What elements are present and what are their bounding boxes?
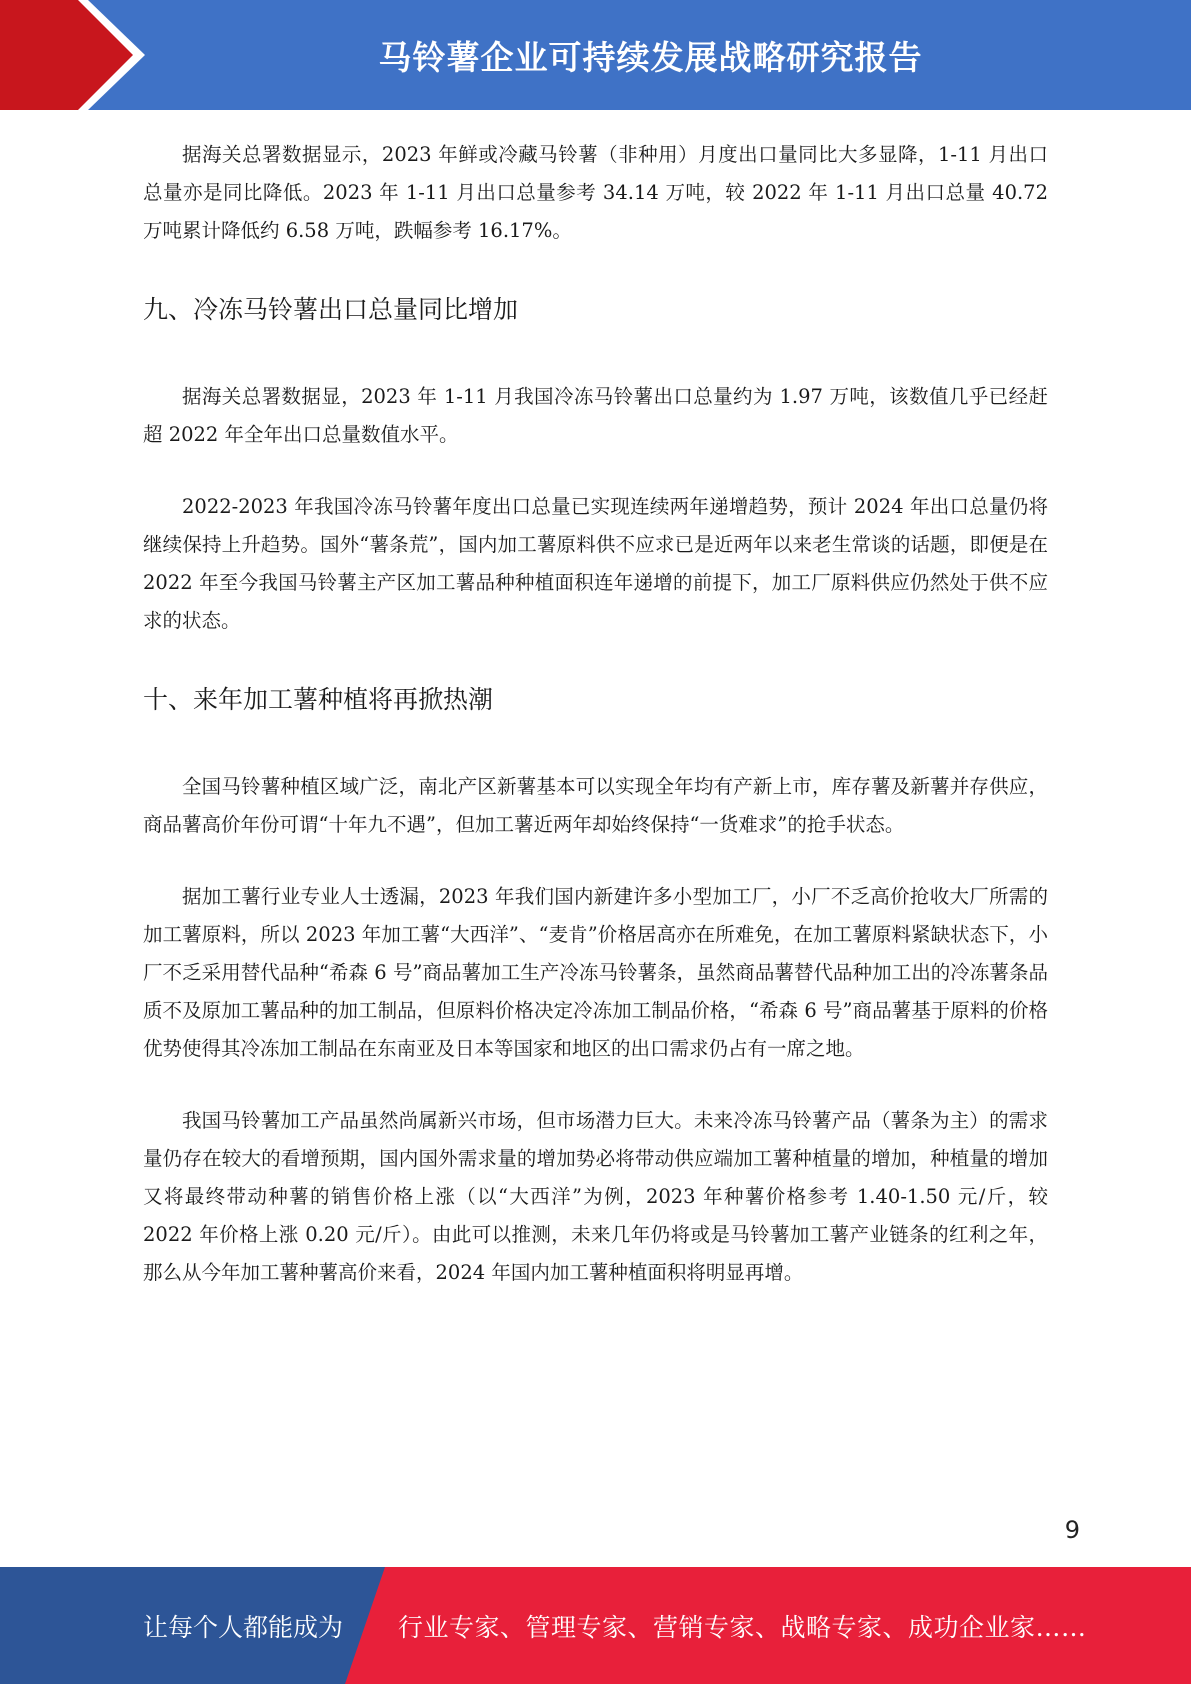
footer-banner bbox=[0, 1567, 1191, 1684]
section-heading-9: 九、冷冻马铃薯出口总量同比增加 bbox=[143, 295, 519, 324]
paragraph-frozen-export-total: 据海关总署数据显，2023 年 1-11 月我国冷冻马铃薯出口总量约为 1.97 万吨，该数值几乎已经赶超 2022 年全年出口总量数值水平。 bbox=[143, 385, 1048, 446]
paragraph-planting-regions: 全国马铃薯种植区域广泛，南北产区新薯基本可以实现全年均有产新上市，库存薯及新薯并存供应，商品薯高价年份可谓“十年九不遇”，但加工薯近两年却始终保持“一货难求”的抢手状态。 bbox=[143, 775, 1048, 836]
section-heading-10: 十、来年加工薯种植将再掀热潮 bbox=[143, 685, 494, 714]
document-body bbox=[143, 136, 1048, 1292]
footer-slogan-left: 让每个人都能成为 bbox=[143, 1612, 344, 1642]
paragraph-processing-plants: 据加工薯行业专业人士透漏，2023 年我们国内新建许多小型加工厂，小厂不乏高价抢收大厂所需的加工薯原料，所以 2023 年加工薯“大西洋”、“麦肯”价格居高亦在所难免，在加工薯原料紧缺状态下，小厂不乏采用替代品种“希森 6 号”商品薯加工生产冷冻马铃薯条，虽然商品薯替代品种加工出的冷冻薯条品质不及原加工薯品种的加工制品，但原料价格决定冷冻加工制品价格，“希森 6 号”商品薯基于原料的价格优势使得其冷冻加工制品在东南亚及日本等国家和地区的出口需求仍占有一席之地。 bbox=[143, 885, 1048, 1060]
header-red-arrow-shape bbox=[0, 0, 150, 110]
page-number: 9 bbox=[1064, 1516, 1080, 1544]
paragraph-frozen-export-trend: 2022-2023 年我国冷冻马铃薯年度出口总量已实现连续两年递增趋势，预计 2024 年出口总量仍将继续保持上升趋势。国外“薯条荒”，国内加工薯原料供不应求已是近两年以来老生常谈的话题，即便是在 2022 年至今我国马铃薯主产区加工薯品种种植面积连年递增的前提下，加工厂原料供应仍然处于供不应求的状态。 bbox=[143, 495, 1048, 632]
paragraph-fresh-potato-export: 据海关总署数据显示，2023 年鲜或冷藏马铃薯（非种用）月度出口量同比大多显降，1-11 月出口总量亦是同比降低。2023 年 1-11 月出口总量参考 34.14 万吨，较 2022 年 1-11 月出口总量 40.72 万吨累计降低约 6.58 万吨，跌幅参考 16.17%。 bbox=[143, 143, 1048, 242]
report-title: 马铃薯企业可持续发展战略研究报告 bbox=[378, 37, 923, 77]
paragraph-market-outlook: 我国马铃薯加工产品虽然尚属新兴市场，但市场潜力巨大。未来冷冻马铃薯产品（薯条为主）的需求量仍存在较大的看增预期，国内国外需求量的增加势必将带动供应端加工薯种植量的增加，种植量的增加又将最终带动种薯的销售价格上涨（以“大西洋”为例，2023 年种薯价格参考 1.40-1.50 元/斤，较 2022 年价格上涨 0.20 元/斤）。由此可以推测，未来几年仍将或是马铃薯加工薯产业链条的红利之年，那么从今年加工薯种薯高价来看，2024 年国内加工薯种植面积将明显再增。 bbox=[143, 1109, 1048, 1284]
footer-slogan-right: 行业专家、管理专家、营销专家、战略专家、成功企业家…… bbox=[398, 1612, 1087, 1642]
header-banner bbox=[0, 0, 1191, 110]
